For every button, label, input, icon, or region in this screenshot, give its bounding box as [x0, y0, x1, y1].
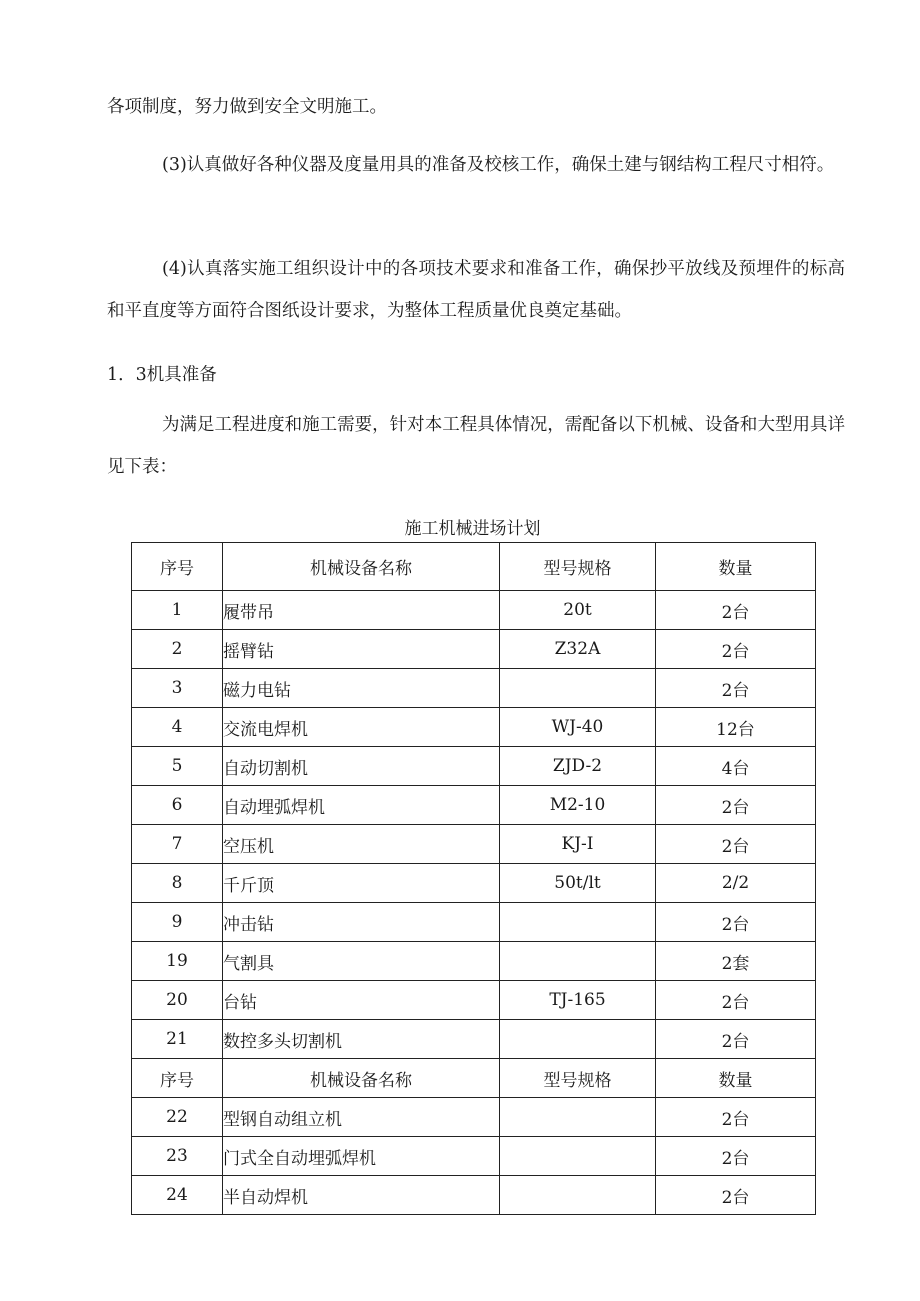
cell-name: 履带吊	[223, 591, 500, 630]
table-row	[132, 1137, 816, 1176]
header-qty: 数量	[656, 1059, 816, 1098]
cell-name: 半自动焊机	[223, 1176, 500, 1215]
paragraph-intro: 为满足工程进度和施工需要，针对本工程具体情况，需配备以下机械、设备和大型用具详见下表：	[107, 415, 845, 477]
cell-model: TJ-165	[500, 981, 656, 1020]
cell-no: 6	[132, 786, 223, 825]
cell-qty: 2台	[656, 786, 816, 825]
header-qty: 数量	[656, 543, 816, 591]
cell-qty: 2/2	[656, 864, 816, 903]
cell-name: 台钻	[223, 981, 500, 1020]
cell-no: 22	[132, 1098, 223, 1137]
cell-no: 20	[132, 981, 223, 1020]
header-model: 型号规格	[500, 543, 656, 591]
equipment-table	[131, 542, 816, 1215]
paragraph-item-3: (3)认真做好各种仪器及度量用具的准备及校核工作，确保土建与钢结构工程尺寸相符。	[162, 155, 835, 175]
table-title: 施工机械进场计划	[404, 519, 541, 539]
cell-no: 2	[132, 630, 223, 669]
header-name: 机械设备名称	[223, 1059, 500, 1098]
table-row	[132, 630, 816, 669]
cell-name: 空压机	[223, 825, 500, 864]
cell-model: WJ-40	[500, 708, 656, 747]
header-no: 序号	[132, 1059, 223, 1098]
cell-name: 千斤顶	[223, 864, 500, 903]
table-row	[132, 1176, 816, 1215]
cell-no: 9	[132, 903, 223, 942]
cell-qty: 2台	[656, 630, 816, 669]
table-row	[132, 1020, 816, 1059]
cell-qty: 12台	[656, 708, 816, 747]
header-model: 型号规格	[500, 1059, 656, 1098]
table-row	[132, 903, 816, 942]
cell-model	[500, 1137, 656, 1176]
cell-qty: 2台	[656, 669, 816, 708]
cell-qty: 2套	[656, 942, 816, 981]
cell-no: 19	[132, 942, 223, 981]
cell-qty: 2台	[656, 903, 816, 942]
cell-no: 23	[132, 1137, 223, 1176]
cell-no: 7	[132, 825, 223, 864]
cell-model	[500, 1176, 656, 1215]
table-header-row-repeat	[132, 1059, 816, 1098]
cell-name: 冲击钻	[223, 903, 500, 942]
cell-name: 交流电焊机	[223, 708, 500, 747]
cell-qty: 4台	[656, 747, 816, 786]
paragraph-item-4: (4)认真落实施工组织设计中的各项技术要求和准备工作，确保抄平放线及预埋件的标高和平直度等方面符合图纸设计要求，为整体工程质量优良奠定基础。	[107, 259, 845, 321]
table-row	[132, 981, 816, 1020]
cell-name: 门式全自动埋弧焊机	[223, 1137, 500, 1176]
cell-qty: 2台	[656, 1176, 816, 1215]
table-row	[132, 786, 816, 825]
cell-name: 摇臂钻	[223, 630, 500, 669]
cell-model: 50t∕lt	[500, 864, 656, 903]
cell-no: 5	[132, 747, 223, 786]
cell-name: 磁力电钻	[223, 669, 500, 708]
cell-qty: 2台	[656, 981, 816, 1020]
cell-no: 24	[132, 1176, 223, 1215]
cell-model: ZJD-2	[500, 747, 656, 786]
table-row	[132, 1098, 816, 1137]
cell-qty: 2台	[656, 825, 816, 864]
cell-model: 20t	[500, 591, 656, 630]
cell-no: 4	[132, 708, 223, 747]
cell-no: 3	[132, 669, 223, 708]
table-row	[132, 591, 816, 630]
cell-no: 8	[132, 864, 223, 903]
cell-no: 21	[132, 1020, 223, 1059]
cell-no: 1	[132, 591, 223, 630]
table-header-row	[132, 543, 816, 591]
cell-name: 数控多头切割机	[223, 1020, 500, 1059]
cell-model	[500, 1020, 656, 1059]
cell-model: KJ-I	[500, 825, 656, 864]
cell-model: Z32A	[500, 630, 656, 669]
cell-name: 气割具	[223, 942, 500, 981]
header-no: 序号	[132, 543, 223, 591]
cell-model	[500, 1098, 656, 1137]
table-row	[132, 825, 816, 864]
cell-qty: 2台	[656, 1098, 816, 1137]
cell-qty: 2台	[656, 591, 816, 630]
cell-model: M2-10	[500, 786, 656, 825]
cell-model	[500, 942, 656, 981]
section-heading: 1．3机具准备	[107, 365, 217, 385]
cell-qty: 2台	[656, 1020, 816, 1059]
table-row	[132, 942, 816, 981]
cell-qty: 2台	[656, 1137, 816, 1176]
table-row	[132, 708, 816, 747]
cell-name: 自动埋弧焊机	[223, 786, 500, 825]
table-row	[132, 747, 816, 786]
cell-model	[500, 669, 656, 708]
cell-name: 型钢自动组立机	[223, 1098, 500, 1137]
cell-name: 自动切割机	[223, 747, 500, 786]
cell-model	[500, 903, 656, 942]
table-row	[132, 669, 816, 708]
paragraph-continuation: 各项制度，努力做到安全文明施工。	[107, 97, 387, 117]
table-row	[132, 864, 816, 903]
header-name: 机械设备名称	[223, 543, 500, 591]
